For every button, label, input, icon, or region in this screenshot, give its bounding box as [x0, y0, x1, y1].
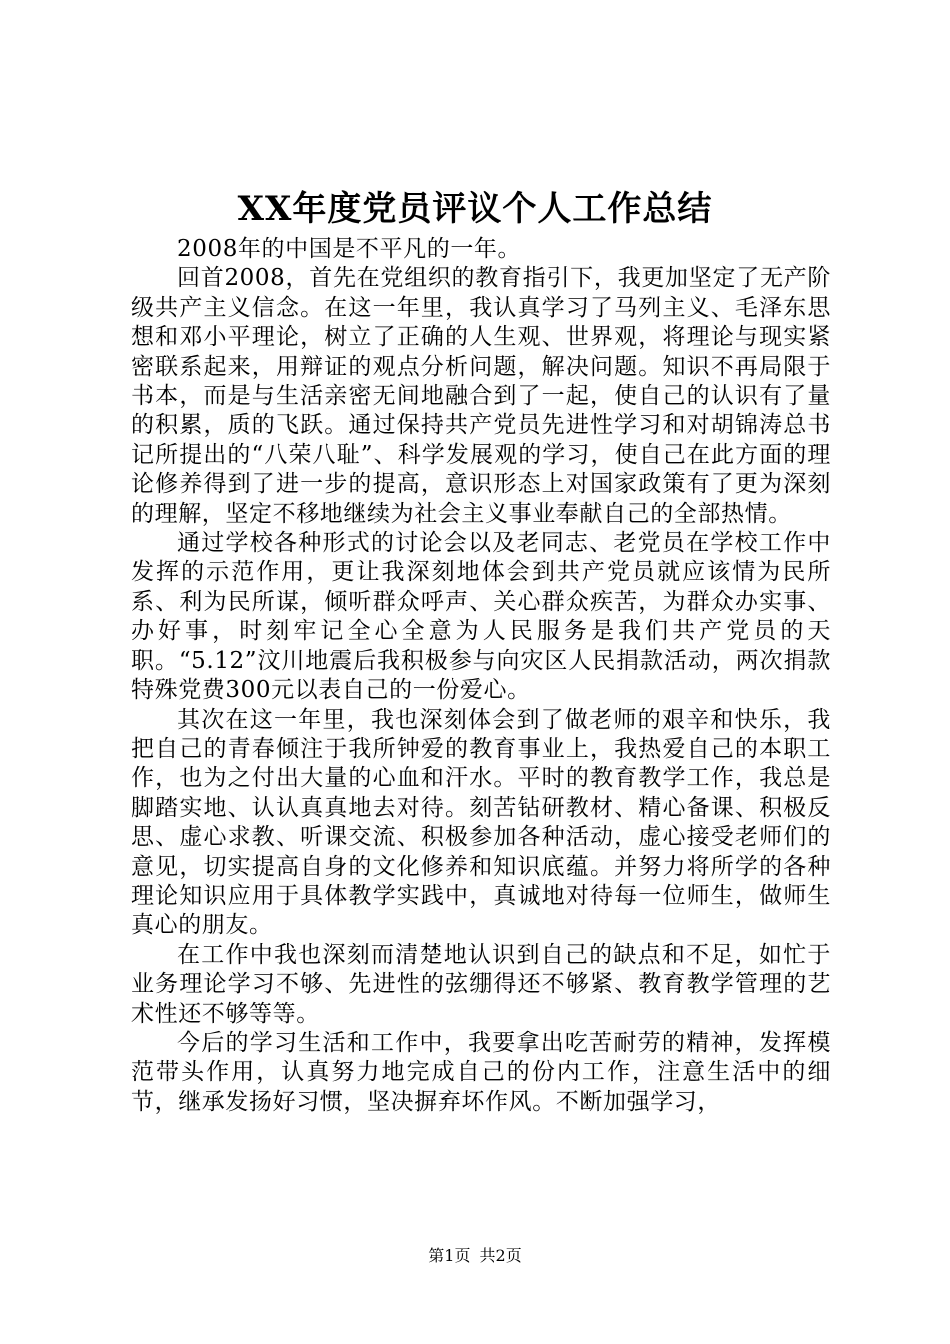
- paragraph-6: 今后的学习生活和工作中，我要拿出吃苦耐劳的精神，发挥模范带头作用，认真努力地完成自己的份内工作，注意生活中的细节，继承发扬好习惯，坚决摒弃坏作风。不断加强学习，: [131, 1029, 831, 1115]
- paragraph-1: 2008年的中国是不平凡的一年。: [177, 236, 522, 262]
- page-number-current: 第1页: [428, 1246, 471, 1265]
- document-title: XX年度党员评议个人工作总结: [237, 189, 713, 229]
- paragraph-2: 回首2008，首先在党组织的教育指引下，我更加坚定了无产阶级共产主义信念。在这一年里，我认真学习了马列主义、毛泽东思想和邓小平理论，树立了正确的人生观、世界观，将理论与现实紧密联系起来，用辩证的观点分析问题，解决问题。知识不再局限于书本，而是与生活亲密无间地融合到了一起，使自己的认识有了量的积累，质的飞跃。通过保持共产党员先进性学习和对胡锦涛总书记所提出的“八荣八耻”、科学发展观的学习，使自己在此方面的理论修养得到了进一步的提高，意识形态上对国家政策有了更为深刻的理解，坚定不移地继续为社会主义事业奉献自己的全部热情。: [131, 265, 831, 527]
- document-body: [131, 235, 831, 1117]
- paragraph-4: 其次在这一年里，我也深刻体会到了做老师的艰辛和快乐，我把自己的青春倾注于我所钟爱的教育事业上，我热爱自己的本职工作，也为之付出大量的心血和汗水。平时的教育教学工作，我总是脚踏实地、认认真真地去对待。刻苦钻研教材、精心备课、积极反思、虚心求教、听课交流、积极参加各种活动，虚心接受老师们的意见，切实提高自身的文化修养和知识底蕴。并努力将所学的各种理论知识应用于具体教学实践中，真诚地对待每一位师生，做师生真心的朋友。: [131, 706, 831, 939]
- paragraph-5: 在工作中我也深刻而清楚地认识到自己的缺点和不足，如忙于业务理论学习不够、先进性的弦绷得还不够紧、教育教学管理的艺术性还不够等等。: [131, 941, 831, 1027]
- paragraph-3: 通过学校各种形式的讨论会以及老同志、老党员在学校工作中发挥的示范作用，更让我深刻地体会到共产党员就应该情为民所系、利为民所谋，倾听群众呼声、关心群众疾苦，为群众办实事、办好事，时刻牢记全心全意为人民服务是我们共产党员的天职。“5.12”汶川地震后我积极参与向灾区人民捐款活动，两次捐款特殊党费300元以表自己的一份爱心。: [131, 530, 831, 704]
- page-number-total: 共2页: [479, 1246, 522, 1265]
- page-footer: [0, 1245, 950, 1267]
